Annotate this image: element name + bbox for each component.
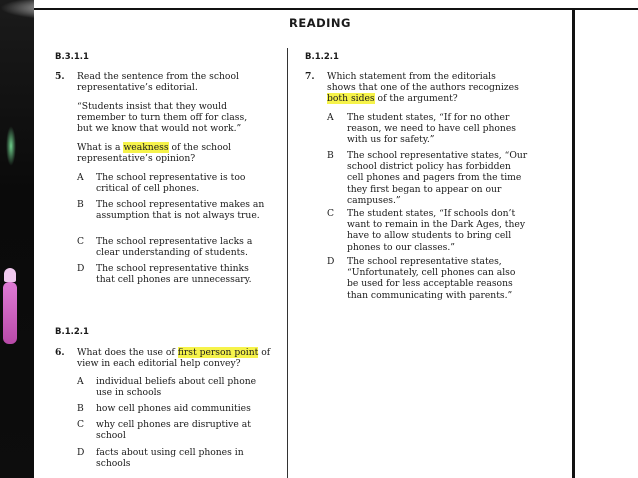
q7-option-b-text: The school representative states, “Our school district policy has forbidden cell phones and pagers from the time they first began to appear on our campuses.” [347, 150, 528, 206]
q5-standard: B.3.1.1 [55, 52, 89, 62]
q6-option-b-letter: B [77, 403, 84, 414]
q7-option-a-text: The student states, “If for no other reason, we need to have cell phones with us for safety.” [347, 112, 516, 146]
top-rule [34, 8, 638, 10]
q7-standard: B.1.2.1 [305, 52, 339, 62]
q6-number: 6. [55, 347, 65, 358]
q6-standard: B.1.2.1 [55, 327, 89, 337]
q5-option-b-text: The school representative makes an assumption that is not always true. [96, 199, 265, 222]
q5-option-b-letter: B [77, 199, 84, 210]
q6-ask-before: What does the use of [77, 347, 178, 358]
q5-option-a-letter: A [77, 172, 84, 183]
q7-question [327, 71, 523, 105]
right-rule [572, 10, 575, 478]
q7-option-c-letter: C [327, 208, 335, 219]
q5-option-c-text: The school representative lacks a clear understanding of students. [96, 236, 253, 259]
q5-highlight: weakness [123, 142, 169, 153]
q5-ask-before: What is a [77, 142, 124, 153]
q7-option-b-letter: B [327, 150, 334, 161]
q7-option-d-text: The school representative states, “Unfortunately, cell phones can also be used for less acceptable reasons than communicating with parents.” [347, 256, 516, 301]
q7-ask-after: of the argument? [374, 93, 458, 105]
pink-chalk-stick [3, 282, 17, 344]
green-chalk-mark [6, 126, 16, 166]
q5-ask-after: of the school representative’s opinion? [77, 142, 232, 165]
q5-option-d-letter: D [77, 263, 85, 274]
q6-ask-after: of view in each editorial help convey? [77, 347, 271, 370]
q5-option-d-text: The school representative thinks that cell phones are unnecessary. [96, 263, 252, 286]
q7-option-d-letter: D [327, 256, 335, 267]
pink-chalk-tip [4, 268, 16, 282]
q6-option-b-text: how cell phones aid communities [96, 403, 251, 414]
q7-ask-before: Which statement from the editorials shows that one of the authors recognizes [327, 71, 519, 94]
q6-highlight: first person point [177, 347, 259, 358]
q5-question [77, 142, 247, 164]
q5-option-a-text: The school representative is too critical of cell phones. [96, 172, 246, 195]
q7-highlight: both sides [327, 93, 375, 105]
q6-option-c-letter: C [77, 419, 85, 430]
q6-option-d-letter: D [77, 447, 85, 458]
q5-quote: “Students insist that they would remember to turn them off for class, but we know that would not work.” [77, 101, 248, 135]
q6-option-d-text: facts about using cell phones in schools [96, 447, 244, 470]
q6-option-c-text: why cell phones are disruptive at school [96, 419, 251, 442]
q7-option-a-letter: A [327, 112, 334, 123]
q7-option-c-text: The student states, “If schools don’t want to remain in the Dark Ages, they have to allow students to bring cell phones to our classes.” [347, 208, 526, 253]
q6-option-a-text: individual beliefs about cell phone use in schools [96, 376, 257, 399]
q5-number: 5. [55, 71, 65, 82]
q7-number: 7. [305, 71, 315, 82]
q5-prompt: Read the sentence from the school representative’s editorial. [77, 71, 239, 94]
q6-question [77, 347, 279, 369]
q6-option-a-letter: A [77, 376, 84, 387]
column-divider [287, 48, 288, 478]
q5-option-c-letter: C [77, 236, 85, 247]
page-title: READING [289, 16, 351, 30]
